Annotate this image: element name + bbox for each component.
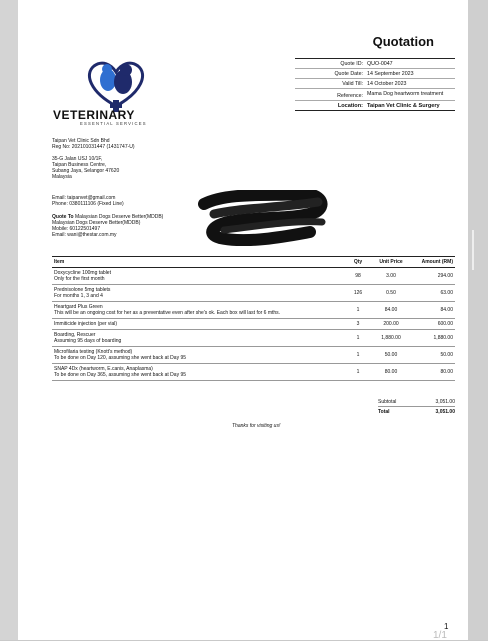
item-amount: 294.00 bbox=[412, 268, 455, 285]
thanks-note: Thanks for visiting us! bbox=[232, 423, 281, 429]
quote-to-label: Quote To bbox=[52, 214, 74, 220]
clinic-email: Email: taipanvet@gmail.com bbox=[52, 195, 116, 201]
header-unit-price: Unit Price bbox=[370, 257, 412, 268]
item-name: Heartgard Plus Green bbox=[54, 304, 103, 310]
quote-to-email: Email: wani@thestar.com.my bbox=[52, 232, 117, 238]
page-indicator: 1/1 bbox=[433, 630, 447, 641]
item-qty: 126 bbox=[346, 285, 370, 302]
item-name: Boarding, Rescuer bbox=[54, 332, 96, 338]
item-unit-price: 1,880.00 bbox=[370, 330, 412, 347]
item-name: Prednisolone 5mg tablets bbox=[54, 287, 111, 293]
meta-row-location: Location: Taipan Vet Clinic & Surgery bbox=[295, 101, 455, 111]
items-table bbox=[52, 256, 455, 381]
address-line: 35-G Jalan USJ 10/1F, bbox=[52, 156, 103, 162]
item-note: To be done on Day 365, assuming she went back at Day 95 bbox=[54, 372, 187, 378]
meta-row-date: Quote Date: 14 September 2023 bbox=[295, 69, 455, 79]
item-name: Immiticide injection (per vial) bbox=[54, 321, 118, 327]
item-amount: 600.00 bbox=[412, 319, 455, 330]
item-unit-price: 200.00 bbox=[370, 319, 412, 330]
item-name: SNAP 4Dx (heartworm, E.canis, Anaplasma) bbox=[54, 366, 153, 372]
table-row bbox=[52, 347, 455, 364]
item-note: Assuming 95 days of boarding bbox=[54, 338, 122, 344]
quote-to-name-2: Malaysian Dogs Deserve Better(MDDB) bbox=[52, 220, 141, 226]
quote-to-name: Malaysian Dogs Deserve Better(MDDB) bbox=[74, 214, 164, 220]
address-line: Malaysia bbox=[52, 174, 72, 180]
item-note: Only for the first month bbox=[54, 276, 105, 282]
clinic-reg: Reg No: 202101031447 (1431747-U) bbox=[52, 144, 135, 150]
address-line: Subang Jaya, Selangor 47620 bbox=[52, 168, 120, 174]
item-amount: 50.00 bbox=[412, 347, 455, 364]
scroll-handle[interactable] bbox=[472, 230, 474, 270]
header-item: Item bbox=[52, 257, 346, 268]
item-amount: 63.00 bbox=[412, 285, 455, 302]
item-unit-price: 80.00 bbox=[370, 364, 412, 381]
item-unit-price: 0.50 bbox=[370, 285, 412, 302]
subtotal-label: Subtotal bbox=[378, 398, 397, 405]
total-label: Total bbox=[378, 408, 390, 415]
quote-to-block bbox=[52, 214, 163, 238]
meta-row-id: Quote ID: QUO-0047 bbox=[295, 59, 455, 69]
clinic-address bbox=[52, 156, 119, 180]
redaction-scribble bbox=[198, 190, 328, 246]
table-row bbox=[52, 285, 455, 302]
quote-meta-table bbox=[295, 58, 455, 111]
subtotal-row bbox=[378, 397, 455, 407]
table-row bbox=[52, 364, 455, 381]
table-row bbox=[52, 330, 455, 347]
item-amount: 80.00 bbox=[412, 364, 455, 381]
total-value: 3,051.00 bbox=[435, 408, 455, 415]
table-row bbox=[52, 302, 455, 319]
item-unit-price: 50.00 bbox=[370, 347, 412, 364]
clinic-name: Taipan Vet Clinic Sdn Bhd bbox=[52, 138, 110, 144]
clinic-block bbox=[52, 138, 135, 150]
item-name: Microfilaria testing (Knott's method) bbox=[54, 349, 133, 355]
item-note: For months 1, 3 and 4 bbox=[54, 293, 103, 299]
brand-name: VETERINARY bbox=[53, 108, 135, 122]
item-amount: 1,880.00 bbox=[412, 330, 455, 347]
header-qty: Qty bbox=[346, 257, 370, 268]
item-note: This will be an ongoing cost for her as a preventative even after she's ok. Each box will last for 6 mths. bbox=[54, 310, 281, 316]
table-row bbox=[52, 268, 455, 285]
table-row bbox=[52, 319, 455, 330]
table-header-row bbox=[52, 257, 455, 268]
totals-block bbox=[378, 397, 455, 416]
item-qty: 1 bbox=[346, 364, 370, 381]
item-note: To be done on Day 120, assuming she went back at Day 95 bbox=[54, 355, 187, 361]
viewer-left-margin bbox=[0, 0, 18, 640]
clinic-contact bbox=[52, 195, 124, 207]
item-qty: 98 bbox=[346, 268, 370, 285]
total-row bbox=[378, 407, 455, 416]
clinic-phone: Phone: 0380111106 (Fixed Line) bbox=[52, 201, 124, 207]
address-line: Taipan Business Centre, bbox=[52, 162, 107, 168]
doc-title: Quotation bbox=[372, 34, 434, 49]
quote-to-mobile: Mobile: 60122501497 bbox=[52, 226, 101, 232]
meta-row-valid: Valid Till: 14 October 2023 bbox=[295, 79, 455, 89]
item-qty: 1 bbox=[346, 347, 370, 364]
item-name: Doxycycline 100mg tablet bbox=[54, 270, 111, 276]
brand-subtitle: ESSENTIAL SERVICES bbox=[80, 121, 147, 126]
document-page bbox=[18, 0, 468, 640]
header-amount: Amount (RM) bbox=[412, 257, 455, 268]
item-qty: 3 bbox=[346, 319, 370, 330]
viewer-scrollbar[interactable] bbox=[468, 0, 488, 640]
item-qty: 1 bbox=[346, 302, 370, 319]
veterinary-logo-icon bbox=[80, 56, 152, 112]
item-unit-price: 3.00 bbox=[370, 268, 412, 285]
subtotal-value: 3,051.00 bbox=[435, 398, 455, 405]
item-unit-price: 84.00 bbox=[370, 302, 412, 319]
meta-row-reference: Reference: Mama Dog heartworm treatment bbox=[295, 89, 455, 101]
item-amount: 84.00 bbox=[412, 302, 455, 319]
item-qty: 1 bbox=[346, 330, 370, 347]
page-number: 1 bbox=[444, 622, 449, 631]
